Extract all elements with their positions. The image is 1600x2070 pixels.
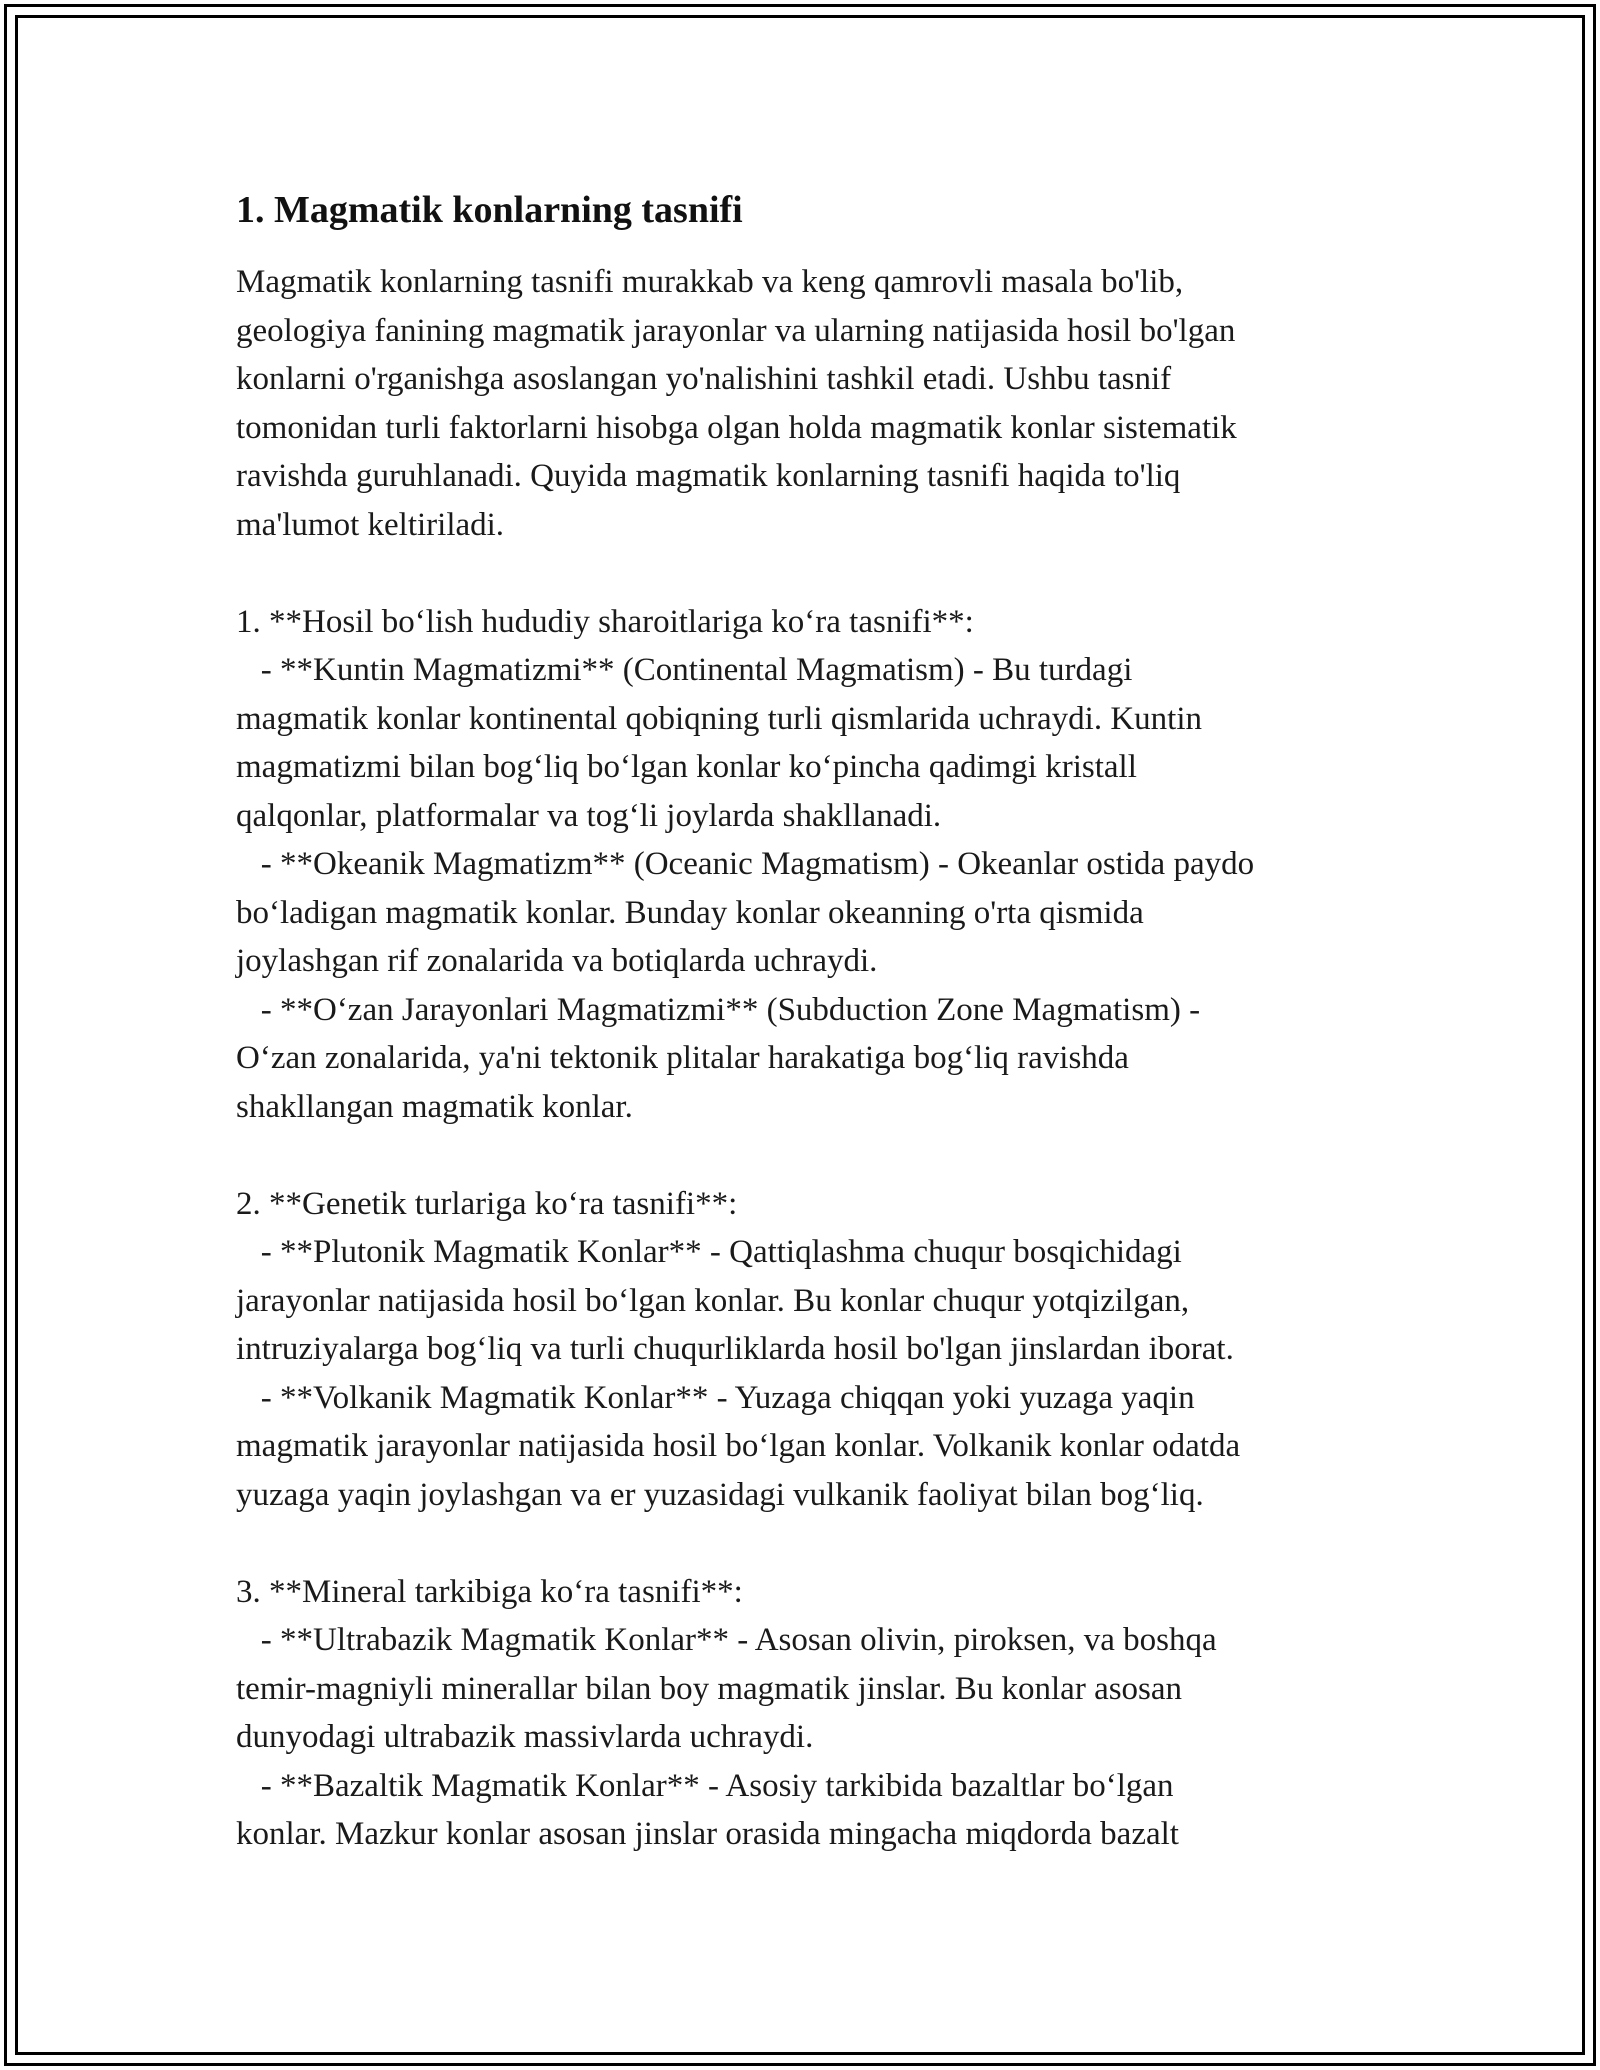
document-content — [236, 186, 1376, 1859]
document-body-text: Magmatik konlarning tasnifi murakkab va keng qamrovli masala bo'lib, geologiya fanining magmatik jarayonlar va ularning natijasida hosil bo'lgan konlarni o'rganishga asoslangan yo'nalishini tashkil etadi. Ushbu tasnif tomonidan turli faktorlarni hisobga olgan holda magmatik konlar sistematik ravishda guruhlanadi. Quyida magmatik konlarning tasnifi haqida to'liq ma'lumot keltiriladi. 1. **Hosil bo‘lish hududiy sharoitlariga ko‘ra tasnifi**: - **Kuntin Magmatizmi** (Continental Magmatism) - Bu turdagi magmatik konlar kontinental qobiqning turli qismlarida uchraydi. Kuntin magmatizmi bilan bog‘liq bo‘lgan konlar ko‘pincha qadimgi kristall qalqonlar, platformalar va tog‘li joylarda shakllanadi. - **Okeanik Magmatizm** (Oceanic Magmatism) - Okeanlar ostida paydo bo‘ladigan magmatik konlar. Bunday konlar okeanning o'rta qismida joylashgan rif zonalarida va botiqlarda uchraydi. - **O‘zan Jarayonlari Magmatizmi** (Subduction Zone Magmatism) - O‘zan zonalarida, ya'ni tektonik plitalar harakatiga bog‘liq ravishda shakllangan magmatik konlar. 2. **Genetik turlariga ko‘ra tasnifi**: - **Plutonik Magmatik Konlar** - Qattiqlashma chuqur bosqichidagi jarayonlar natijasida hosil bo‘lgan konlar. Bu konlar chuqur yotqizilgan, intruziyalarga bog‘liq va turli chuqurliklarda hosil bo'lgan jinslardan iborat. - **Volkanik Magmatik Konlar** - Yuzaga chiqqan yoki yuzaga yaqin magmatik jarayonlar natijasida hosil bo‘lgan konlar. Volkanik konlar odatda yuzaga yaqin joylashgan va er yuzasidagi vulkanik faoliyat bilan bog‘liq. 3. **Mineral tarkibiga ko‘ra tasnifi**: - **Ultrabazik Magmatik Konlar** - Asosan olivin, piroksen, va boshqa temir-magniyli minerallar bilan boy magmatik jinslar. Bu konlar asosan dunyodagi ultrabazik massivlarda uchraydi. - **Bazaltik Magmatik Konlar** - Asosiy tarkibida bazaltlar bo‘lgan konlar. Mazkur konlar asosan jinslar orasida mingacha miqdorda bazalt — [236, 264, 1255, 1852]
document-title: 1. Magmatik konlarning tasnifi — [236, 189, 743, 231]
